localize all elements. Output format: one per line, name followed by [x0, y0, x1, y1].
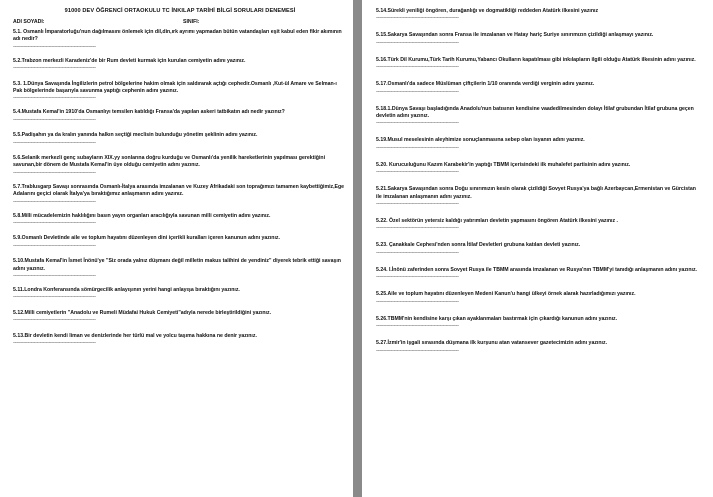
question-item	[376, 291, 703, 304]
question-text: 5.7.Trablusgarp Savaşı sonrasında Osmanlı-İtalya arasında imzalanan ve Kuzey Afrikadaki son toprağımızı tamamen kaybettiğimiz,Ege Adalarını geçici olarak İtalya'ya bıraktığımız anlaşmanın adını yazınız.	[13, 183, 345, 198]
student-info-row	[13, 19, 347, 25]
answer-line: --------------------------------------------------------	[13, 65, 96, 72]
answer-line: --------------------------------------------------------	[376, 347, 459, 354]
question-text: 5.26.TBMM'nin kendisine karşı çıkan ayaklanmaları bastırmak için çıkardığı kanunun adını yazınız.	[376, 315, 618, 322]
question-item	[13, 333, 347, 346]
answer-line: --------------------------------------------------------	[13, 340, 96, 347]
question-item	[376, 32, 703, 45]
document-title: 91000 DEV ÖĞRENCİ ORTAOKULU TC İNKILAP TARİHİ BİLGİ SORULARI DENEMESİ	[64, 8, 296, 14]
question-item	[13, 109, 347, 122]
answer-line: --------------------------------------------------------	[376, 120, 459, 127]
answer-line: --------------------------------------------------------	[13, 220, 96, 227]
answer-line: --------------------------------------------------------	[13, 116, 96, 123]
question-item	[376, 57, 703, 70]
question-item	[376, 137, 703, 150]
answer-line: --------------------------------------------------------	[13, 242, 96, 249]
question-text: 5.27.İzmir'in işgali sırasında düşmana ilk kurşunu atan vatansever gazetecimizin adını yazınız.	[376, 340, 608, 347]
question-text: 5.4.Mustafa Kemal'in 1910'da Osmanlıyı temsilen katıldığı Fransa'da yapılan askeri tatbikatın adı nedir yazınız?	[13, 109, 285, 116]
question-text: 5.23. Çanakkale Cephesi'nden sonra İtilaf Devletleri grubuna katılan devleti yazınız.	[376, 242, 581, 249]
question-item	[13, 287, 347, 300]
answer-line: --------------------------------------------------------	[376, 169, 459, 176]
question-text: 5.12.Milli cemiyetlerin "Anadolu ve Rumeli Müdafai Hukuk Cemiyeti"adıyla nerede birleştirildiğini yazınız.	[13, 309, 272, 316]
question-item	[13, 81, 347, 102]
name-label: ADI SOYADI:	[13, 19, 45, 25]
question-text: 5.3. 1.Dünya Savaşında İngilizlerin petrol bölgelerine hakim olmak için saldırarak açtığı cephedir.Osmanlı ,Kut-ül Amare ve Selman-ı Pak bölgelerinde başarıyla savunma yaptığı cephenin adını yazınız.	[13, 80, 337, 95]
question-text: 5.10.Mustafa Kemal'in İsmet İnönü'ye "Siz orada yalnız düşmanı değil milletin makus talihini de yendiniz" diyerek tebrik ettiği savaşın adını yazınız.	[13, 258, 341, 272]
question-item	[13, 213, 347, 226]
question-text: 5.20. Kurucuıluğunu Kazım Karabekir'in yaptığı TBMM içerisindeki ilk muhalefet partisinin adını yazınız.	[376, 161, 631, 168]
question-item	[376, 81, 703, 94]
question-item	[13, 132, 347, 145]
answer-line: --------------------------------------------------------	[376, 88, 459, 95]
answer-line: --------------------------------------------------------	[376, 298, 459, 305]
question-item	[13, 29, 347, 50]
question-item	[376, 186, 703, 207]
answer-line: --------------------------------------------------------	[376, 64, 459, 71]
answer-line: --------------------------------------------------------	[13, 273, 96, 280]
answer-line: --------------------------------------------------------	[376, 274, 459, 281]
answer-line: --------------------------------------------------------	[13, 139, 96, 146]
question-text: 5.14.Sürekli yeniliği öngören, durağanlığı ve dogmatikliği reddeden Atatürk ilkesini yazınız	[376, 8, 599, 14]
question-item	[13, 258, 347, 279]
question-item	[376, 106, 703, 127]
question-text: 5.13.Bir devletin kendi liman ve denizlerinde her türlü mal ve yolcu taşıma hakkına ne denir yazınız.	[13, 332, 257, 339]
question-item	[376, 242, 703, 255]
question-item	[376, 340, 703, 353]
question-text: 5.16.Türk Dil Kurumu,Türk Tarih Kurumu,Yabancı Okulların kapatılması gibi inkılapların ilgili olduğu Atatürk ilkesinin adını yazınız.	[376, 56, 696, 63]
question-item	[13, 184, 347, 205]
question-item	[376, 267, 703, 280]
question-item	[376, 8, 703, 21]
answer-line: --------------------------------------------------------	[376, 15, 459, 22]
answer-line: --------------------------------------------------------	[376, 323, 459, 330]
question-item	[13, 310, 347, 323]
question-text: 5.17.Osmanlı'da sadece Müslüman çiftçilerin 1/10 oranında verdiği verginin adını yazınız.	[376, 81, 595, 88]
question-item	[13, 155, 347, 176]
answer-line: --------------------------------------------------------	[13, 169, 96, 176]
question-text: 5.22. Özel sektörün yetersiz kaldığı yatırımları devletin yapmasını öngören Atatürk ilkesini yazınız .	[376, 218, 618, 225]
left-page	[0, 0, 353, 497]
question-item	[376, 162, 703, 175]
question-text: 5.18.1.Dünya Savaşı başladığında Anadolu'nun batısının kendisine vaadedilmesinden dolayı İtilaf grubundan İtilaf grubuna geçen devletin adını yazınız.	[376, 105, 694, 120]
question-text: 5.21.Sakarya Savaşından sonra Doğu sınırımızın kesin olarak çizildiği Sovyet Rusya'ya bağlı Azerbaycan,Ermenistan ve Gürcistan ile imzalanan anlaşmanın adını yazınız.	[376, 186, 696, 200]
question-text: 5.25.Aile ve toplum hayatını düzenleyen Medeni Kanun'u hangi ülkeyi örnek alarak hazırladığımızı yazınız.	[376, 291, 636, 298]
answer-line: --------------------------------------------------------	[376, 144, 459, 151]
right-page	[362, 0, 713, 497]
answer-line: --------------------------------------------------------	[376, 201, 459, 208]
answer-line: --------------------------------------------------------	[13, 95, 96, 102]
answer-line: --------------------------------------------------------	[376, 249, 459, 256]
question-text: 5.2.Trabzon merkezli Karadeniz'de bir Rum devleti kurmak için kurulan cemiyetin adını yazınız.	[13, 57, 246, 64]
left-question-list	[13, 29, 347, 346]
answer-line: --------------------------------------------------------	[13, 294, 96, 301]
question-text: 5.8.Milli mücadelemizin haklılığını basın yayın organları aracılığıyla savunan milli cemiyetin adını yazınız.	[13, 212, 271, 219]
answer-line: --------------------------------------------------------	[13, 198, 96, 205]
answer-line: --------------------------------------------------------	[13, 43, 96, 50]
question-text: 5.11.Londra Konferansında sömürgecilik anlayışının yerini hangi anlayışa bıraktığını yazınız.	[13, 287, 240, 294]
question-item	[13, 235, 347, 248]
question-text: 5.15.Sakarya Savaşından sonra Fransa ile imzalanan ve Hatay hariç Suriye sınırımızın çizildiği anlaşmayı yazınız.	[376, 32, 654, 39]
question-text: 5.24. I.İnönü zaferinden sonra Sovyet Rusya ile TBMM arasında imzalanan ve Rusya'nın TBMM'yi tanıdığı anlaşmanın adını yazınız.	[376, 266, 697, 273]
question-text: 5.19.Musul meselesinin aleyhimize sonuçlanmasına sebep olan isyanın adını yazınız.	[376, 137, 585, 144]
right-question-list	[376, 8, 703, 354]
question-item	[376, 218, 703, 231]
question-text: 5.9.Osmanlı Devletinde aile ve toplum hayatını düzenleyen dini içerikli kuralları içeren kanunun adını yazınız.	[13, 235, 280, 242]
class-label: SINIFI:	[183, 19, 200, 25]
question-item	[13, 58, 347, 71]
answer-line: --------------------------------------------------------	[13, 317, 96, 324]
question-text: 5.6.Selanik merkezli genç subayların XIX.yy sonlarına doğru kurduğu ve Osmanlı'da yenilik hareketlerinin yapılması gerektiğini savunan,bir dönem de Mustafa Kemal'in üye olduğu cemiyetin adını yazınız.	[13, 155, 326, 169]
answer-line: --------------------------------------------------------	[376, 39, 459, 46]
question-text: 5.5.Padişahın ya da kralın yanında halkın seçtiği meclisin bulunduğu yönetim şeklinin adını yazınız.	[13, 132, 258, 139]
question-text: 5.1. Osmanlı İmparatorluğu'nun dağılmasını önlemek için dil,din,ırk ayrımı yapmadan bütün vatandaşları eşit kabul eden fikir akımının adı nedir?	[13, 29, 342, 43]
answer-line: --------------------------------------------------------	[376, 225, 459, 232]
question-item	[376, 316, 703, 329]
